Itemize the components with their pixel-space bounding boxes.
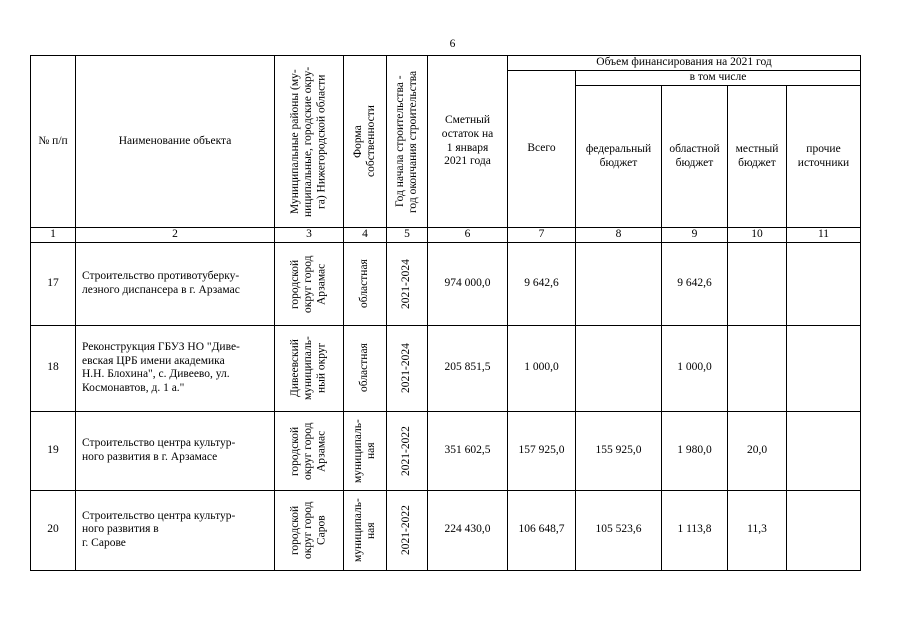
row-other	[787, 325, 861, 411]
header-col-num: № п/п	[31, 56, 76, 228]
header-col-years	[387, 56, 428, 228]
row-regional: 1 113,8	[662, 490, 728, 570]
table-row	[31, 242, 861, 325]
header-col-federal: федеральный бюджет	[576, 86, 662, 228]
column-number: 10	[728, 228, 787, 243]
header-row-1	[31, 56, 861, 71]
row-other	[787, 411, 861, 490]
column-number: 3	[275, 228, 344, 243]
row-regional: 1 980,0	[662, 411, 728, 490]
table-row	[31, 325, 861, 411]
header-col-local: местный бюджет	[728, 86, 787, 228]
row-years	[387, 411, 428, 490]
header-col-ownership-text: Форма собственности	[351, 105, 377, 178]
row-local	[728, 325, 787, 411]
row-years-text: 2021-2024	[400, 258, 413, 309]
row-estimate: 205 851,5	[428, 325, 508, 411]
header-col-ownership	[344, 56, 387, 228]
row-num: 20	[31, 490, 76, 570]
row-ownership	[344, 325, 387, 411]
row-name: Реконструкция ГБУЗ НО "Диве- евская ЦРБ имени академика Н.Н. Блохина", с. Дивеево, ул. Космонавтов, д. 1 а."	[76, 325, 275, 411]
row-years-text: 2021-2022	[400, 505, 413, 556]
header-col-total: Всего	[508, 71, 576, 228]
column-numbers-row	[31, 228, 861, 243]
column-number: 7	[508, 228, 576, 243]
row-years	[387, 325, 428, 411]
row-years-text: 2021-2022	[400, 425, 413, 476]
row-num: 18	[31, 325, 76, 411]
column-number: 8	[576, 228, 662, 243]
row-other	[787, 490, 861, 570]
header-col-name: Наименование объекта	[76, 56, 275, 228]
row-ownership	[344, 490, 387, 570]
table-row	[31, 490, 861, 570]
column-number: 2	[76, 228, 275, 243]
row-name: Строительство противотуберку- лезного диспансера в г. Арзамас	[76, 242, 275, 325]
header-col-regional: областной бюджет	[662, 86, 728, 228]
row-total: 157 925,0	[508, 411, 576, 490]
page-number: 6	[449, 38, 456, 50]
row-district-text: городской округ город Арзамас	[289, 255, 328, 313]
row-district	[275, 490, 344, 570]
row-ownership	[344, 411, 387, 490]
row-federal	[576, 242, 662, 325]
row-district-text: Дивеевский муниципаль- ный округ	[289, 336, 328, 401]
column-number: 11	[787, 228, 861, 243]
row-estimate: 974 000,0	[428, 242, 508, 325]
row-total: 1 000,0	[508, 325, 576, 411]
row-years-text: 2021-2024	[400, 343, 413, 394]
row-local	[728, 242, 787, 325]
row-ownership-text: областная	[358, 343, 371, 393]
header-col-other: прочие источники	[787, 86, 861, 228]
table-row	[31, 411, 861, 490]
column-number: 6	[428, 228, 508, 243]
column-number: 9	[662, 228, 728, 243]
row-ownership-text: муниципаль- ная	[351, 498, 377, 563]
row-district	[275, 411, 344, 490]
row-federal: 105 523,6	[576, 490, 662, 570]
row-local: 11,3	[728, 490, 787, 570]
row-estimate: 351 602,5	[428, 411, 508, 490]
row-district	[275, 242, 344, 325]
header-including: в том числе	[576, 71, 861, 86]
row-total: 106 648,7	[508, 490, 576, 570]
row-regional: 9 642,6	[662, 242, 728, 325]
row-ownership	[344, 242, 387, 325]
header-col-estimate: Сметный остаток на 1 января 2021 года	[428, 56, 508, 228]
header-col-district-text: Муниципальные районы (му- ниципальные, городские окру- га) Нижегородской области	[289, 66, 328, 217]
row-regional: 1 000,0	[662, 325, 728, 411]
row-num: 19	[31, 411, 76, 490]
financing-table	[30, 55, 861, 571]
row-federal	[576, 325, 662, 411]
row-total: 9 642,6	[508, 242, 576, 325]
row-district-text: городской округ город Арзамас	[289, 422, 328, 480]
row-years	[387, 242, 428, 325]
row-name: Строительство центра культур- ного развития в г. Арзамасе	[76, 411, 275, 490]
header-funding-group: Объем финансирования на 2021 год	[508, 56, 861, 71]
row-district	[275, 325, 344, 411]
column-number: 1	[31, 228, 76, 243]
row-other	[787, 242, 861, 325]
row-federal: 155 925,0	[576, 411, 662, 490]
header-col-years-text: Год начала строительства - год окончания строительства	[393, 70, 419, 213]
row-num: 17	[31, 242, 76, 325]
row-name: Строительство центра культур- ного развития в г. Сарове	[76, 490, 275, 570]
column-number: 4	[344, 228, 387, 243]
row-ownership-text: муниципаль- ная	[351, 418, 377, 483]
row-ownership-text: областная	[358, 259, 371, 309]
column-number: 5	[387, 228, 428, 243]
row-district-text: городской округ город Саров	[289, 501, 328, 560]
row-estimate: 224 430,0	[428, 490, 508, 570]
header-col-district	[275, 56, 344, 228]
row-years	[387, 490, 428, 570]
row-local: 20,0	[728, 411, 787, 490]
